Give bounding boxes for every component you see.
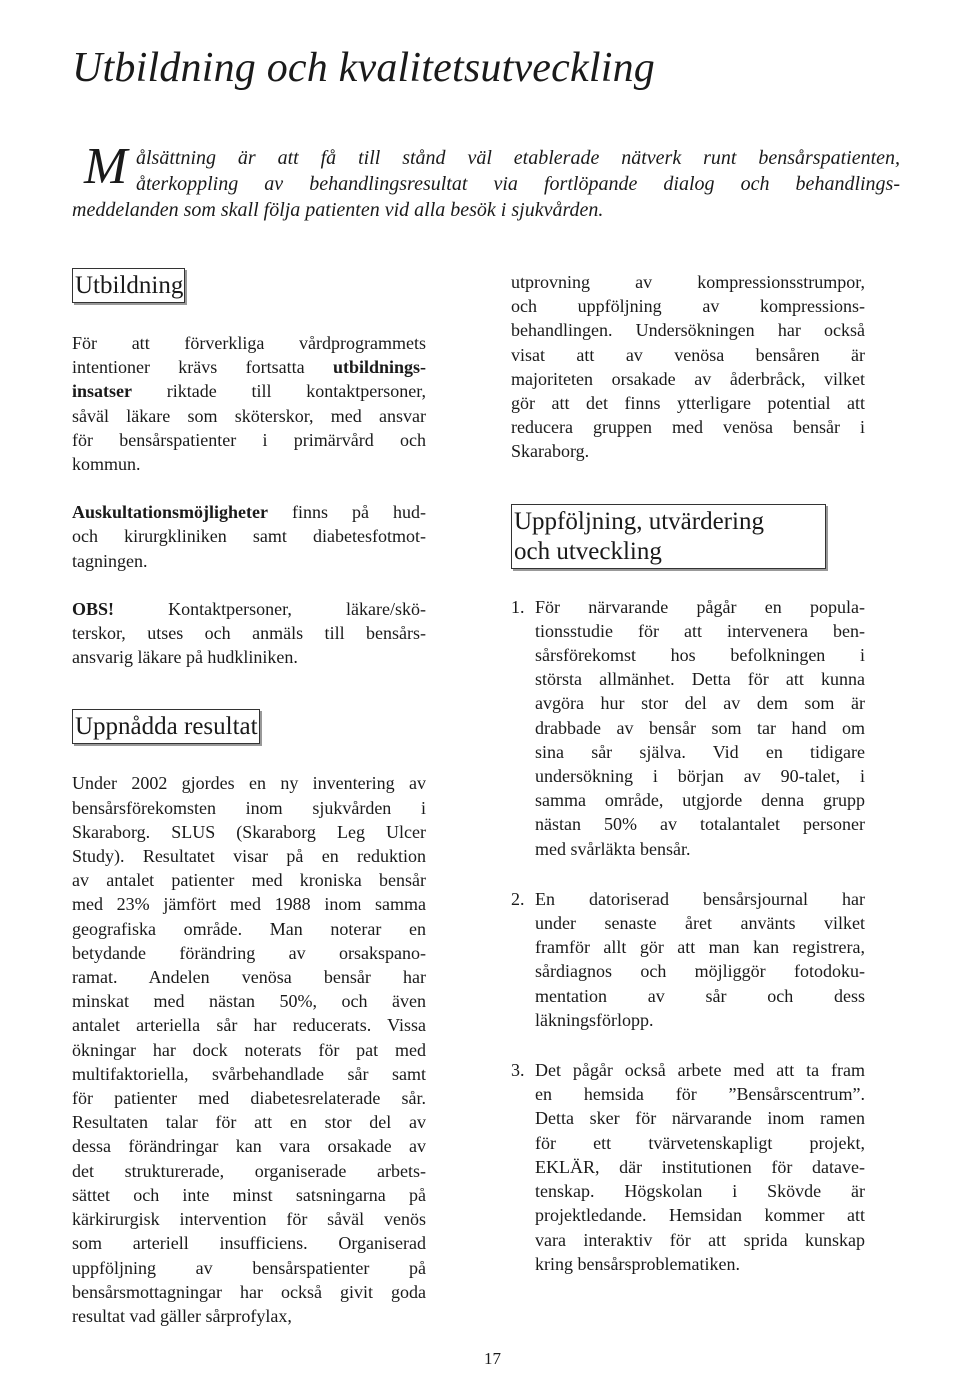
text-line: visat att av venösa bensåren är bbox=[511, 344, 865, 365]
text-line: multifaktoriella, svårbehandlade sår samt bbox=[72, 1063, 426, 1084]
list-number: 2. bbox=[511, 888, 525, 909]
text-line: undersökning i början av 90-talet, i bbox=[535, 766, 865, 787]
text-line: Detta sker för närvarande inom ramen bbox=[535, 1108, 865, 1129]
text-line: För närvarande pågår en popula- bbox=[535, 596, 865, 617]
text-line: för bensårspatienter i primärvård och bbox=[72, 429, 426, 450]
text-line: insatser riktade till kontaktpersoner, bbox=[72, 381, 426, 402]
right-column bbox=[511, 270, 865, 1276]
text-line: bensårsförekomsten inom sjukvården i bbox=[72, 797, 426, 818]
text-line: majoriteten orsakade av åderbråck, vilket bbox=[511, 368, 865, 389]
text-line: behandlingen. Undersökningen har också bbox=[511, 320, 865, 341]
text-line: EKLÄR, där institutionen för datave- bbox=[535, 1156, 865, 1177]
text-line: framför allt gör att man kan registrera, bbox=[535, 937, 865, 958]
text-line: samma område, utgjorde denna grupp bbox=[535, 790, 865, 811]
paragraph-auskultation bbox=[72, 500, 426, 573]
text-line: det strukturerade, organiserade arbets- bbox=[72, 1160, 426, 1181]
text-line: med svårläkta bensår. bbox=[535, 838, 691, 859]
text-line: läkningsförlopp. bbox=[535, 1009, 654, 1030]
text-line: Det pågår också arbete med att ta fram bbox=[535, 1060, 865, 1081]
list-item-text bbox=[535, 1058, 865, 1276]
text-line: av antalet patienter med kroniska bensår bbox=[72, 870, 426, 891]
section-heading-utbildning: Utbildning bbox=[72, 268, 185, 303]
list-item bbox=[511, 595, 865, 861]
list-item bbox=[511, 887, 865, 1032]
list-item-text bbox=[535, 595, 865, 861]
paragraph-continued bbox=[511, 270, 865, 464]
text-line: sårsförekomst hos befolkningen i bbox=[535, 645, 865, 666]
text-line: Skaraborg. SLUS (Skaraborg Leg Ulcer bbox=[72, 821, 426, 842]
text-line: Under 2002 gjordes en ny inventering av bbox=[72, 773, 426, 794]
text-line: en hemsida för ”Bensårscentrum”. bbox=[535, 1084, 865, 1105]
text-line: antalet arteriella sår har reducerats. Vissa bbox=[72, 1015, 426, 1036]
intro-line: ålsättning är att få till stånd väl etablerade nätverk runt bensårspatienten, bbox=[136, 147, 900, 169]
uppfoljning-list bbox=[511, 595, 865, 1276]
intro-line: återkoppling av behandlingsresultat via fortlöpande dialog och behandlings- bbox=[136, 173, 900, 195]
text-line: kring bensårsproblematiken. bbox=[535, 1253, 740, 1274]
paragraph-resultat bbox=[72, 771, 426, 1328]
text-line: tionsstudie för att intervenera ben- bbox=[535, 620, 865, 641]
list-item-text bbox=[535, 887, 865, 1032]
text-line: betydande förändring av orsakspano- bbox=[72, 942, 426, 963]
text-line: resultat vad gäller sårprofylax, bbox=[72, 1305, 292, 1326]
text-line: såväl läkare som sköterskor, med ansvar bbox=[72, 405, 426, 426]
text-line: kärkirurgisk intervention för såväl venös bbox=[72, 1209, 426, 1230]
text-line: utprovning av kompressionsstrumpor, bbox=[511, 272, 865, 292]
text-line: för patienter med diabetesrelaterade sår. bbox=[72, 1088, 426, 1109]
text-line: drabbade av bensår som tar hand om bbox=[535, 717, 865, 738]
list-item bbox=[511, 1058, 865, 1276]
text-line: tenskap. Högskolan i Skövde är bbox=[535, 1181, 865, 1202]
section-heading-uppfoljning: Uppföljning, utvärdering och utveckling bbox=[511, 504, 826, 569]
text-line: vara interaktiv för att sprida kunskap bbox=[535, 1229, 865, 1250]
intro-line: meddelanden som skall följa patienten vid alla besök i sjukvården. bbox=[72, 199, 604, 221]
text-line: under senaste året använts vilket bbox=[535, 913, 865, 934]
page-number: 17 bbox=[484, 1349, 501, 1368]
text-line: bensårsmottagningar har också givit goda bbox=[72, 1281, 426, 1302]
text-line: tagningen. bbox=[72, 550, 148, 571]
text-line: intentioner krävs fortsatta utbildnings- bbox=[72, 357, 426, 378]
text-line: projektledande. Hemsidan kommer att bbox=[535, 1205, 865, 1226]
intro-paragraph bbox=[72, 138, 900, 223]
text-line: Resultaten talar för att en stor del av bbox=[72, 1112, 426, 1133]
text-line: nästan 50% av totalantalet personer bbox=[535, 814, 865, 835]
text-line: och uppföljning av kompressions- bbox=[511, 296, 865, 317]
page-title: Utbildning och kvalitetsutveckling bbox=[72, 45, 655, 91]
list-number: 3. bbox=[511, 1060, 525, 1081]
text-line: Auskultationsmöjligheter finns på hud- bbox=[72, 502, 426, 523]
section-heading-resultat: Uppnådda resultat bbox=[72, 709, 260, 744]
text-line: terskor, utses och anmäls till bensårs- bbox=[72, 623, 426, 644]
text-line: dessa förändringar kan vara orsakade av bbox=[72, 1136, 426, 1157]
text-line: sina sår själva. Vid en tidigare bbox=[535, 741, 865, 762]
text-line: sårdiagnos och möjliggör fotodoku- bbox=[535, 961, 865, 982]
text-line: För att förverkliga vårdprogrammets bbox=[72, 333, 426, 353]
text-line: OBS! Kontaktpersoner, läkare/skö- bbox=[72, 598, 426, 619]
text-line: som arteriell insufficiens. Organiserad bbox=[72, 1233, 426, 1254]
text-line: uppföljning av bensårspatienter på bbox=[72, 1257, 426, 1278]
text-line: Skaraborg. bbox=[511, 441, 590, 462]
text-line: och kirurgkliniken samt diabetesfotmot- bbox=[72, 526, 426, 547]
text-line: reducera gruppen med venösa bensår i bbox=[511, 417, 865, 438]
text-line: sättet och inte minst satsningarna på bbox=[72, 1184, 426, 1205]
text-line: mentation av sår och dess bbox=[535, 985, 865, 1006]
text-line: avgöra hur stor del av dem som är bbox=[535, 693, 865, 714]
text-line: ramat. Andelen venösa bensår har bbox=[72, 967, 426, 988]
drop-cap: M bbox=[84, 138, 128, 195]
text-line: geografiska område. Man noterar en bbox=[72, 918, 426, 939]
text-line: kommun. bbox=[72, 454, 141, 475]
paragraph-utbildning bbox=[72, 331, 426, 476]
text-line: gör att det finns ytterligare potential att bbox=[511, 393, 865, 414]
text-line: minskat med nästan 50%, och även bbox=[72, 991, 426, 1012]
paragraph-obs bbox=[72, 597, 426, 670]
text-line: Study). Resultatet visar på en reduktion bbox=[72, 846, 426, 867]
text-line: med 23% jämfört med 1988 inom samma bbox=[72, 894, 426, 915]
text-line: största allmänhet. Detta för att kunna bbox=[535, 669, 865, 690]
text-line: för ett tvärvetenskapligt projekt, bbox=[535, 1132, 865, 1153]
list-number: 1. bbox=[511, 596, 525, 617]
text-line: ansvarig läkare på hudkliniken. bbox=[72, 647, 298, 668]
left-column bbox=[72, 268, 426, 1328]
text-line: ökningar har dock noterats för pat med bbox=[72, 1039, 426, 1060]
text-line: En datoriserad bensårsjournal har bbox=[535, 888, 865, 909]
